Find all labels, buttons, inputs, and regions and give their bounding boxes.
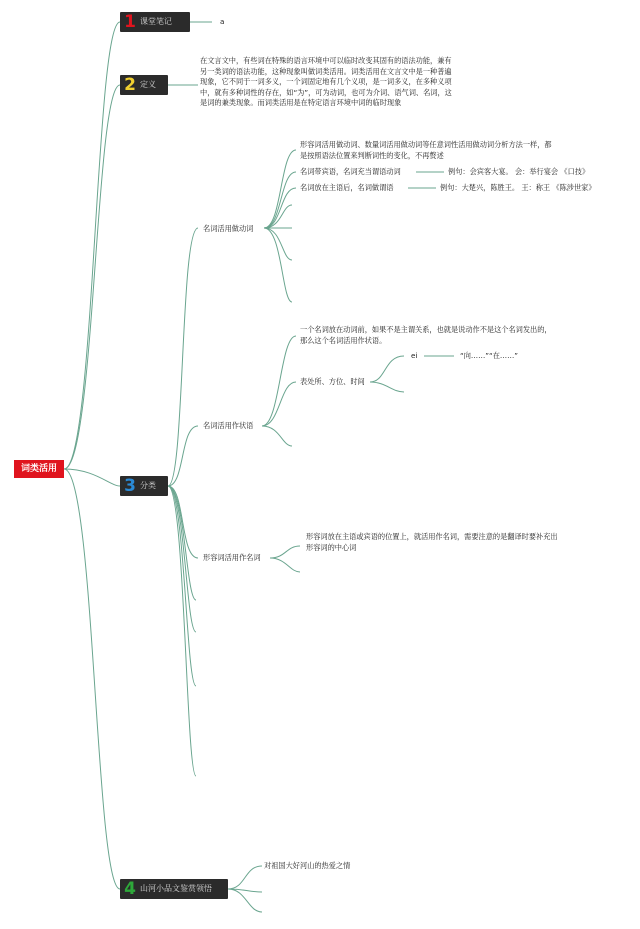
noun-as-verb-rule-2[interactable]: 名词放在主语后，名词做谓语 (300, 183, 394, 192)
section-appreciation[interactable] (120, 879, 228, 899)
noun-as-verb-example-1: 例句：会宾客大宴。 会：举行宴会 《口技》 (448, 167, 590, 176)
definition-line: 中，就有多种词性的存在，如“为”，可为动词，也可为介词、语气词、名词，这 (200, 87, 452, 97)
definition-line: 在文言文中，有些词在特殊的语言环境中可以临时改变其固有的语法功能，兼有 (200, 56, 452, 65)
definition-line: 现象，它不同于一词多义，一个词固定地有几个义项，是一词多义，在多种义项 (200, 77, 452, 86)
section-definition[interactable] (120, 75, 168, 95)
section-number: 4 (124, 879, 136, 899)
section-number: 3 (124, 476, 136, 496)
noun-as-verb-rule-1[interactable]: 名词带宾语，名词充当谓语动词 (300, 167, 401, 176)
intro-line: 形容词放在主语或宾语的位置上，就活用作名词，需要注意的是翻译时要补充出 (306, 532, 558, 541)
intro-line: 那么这个名词活用作状语。 (300, 335, 387, 345)
noun-as-adverbial-placeholder: ei (411, 351, 418, 360)
noun-as-adverbial-rule[interactable]: 表处所、方位、时间 (300, 377, 365, 386)
noun-as-adverbial-intro (300, 325, 552, 346)
section-number: 1 (124, 12, 136, 32)
intro-line: 是按照语法位置来判断词性的变化，不再赘述 (300, 150, 444, 160)
section-number: 2 (124, 75, 136, 95)
definition-text (200, 56, 452, 109)
category-adj-as-noun[interactable]: 形容词活用作名词 (203, 553, 261, 562)
intro-line: 形容词的中心词 (306, 542, 357, 552)
section-label: 分类 (140, 481, 156, 490)
adj-as-noun-intro (306, 532, 558, 553)
definition-line: 是词的兼类现象。而词类活用是在特定语言环境中词的临时现象 (200, 98, 402, 107)
root-node[interactable]: 词类活用 (14, 460, 64, 478)
appreciation-item[interactable]: 对祖国大好河山的热爱之情 (264, 861, 351, 870)
section-notes[interactable] (120, 12, 190, 32)
section-categories[interactable] (120, 476, 168, 496)
category-noun-as-verb[interactable]: 名词活用做动词 (203, 224, 254, 233)
noun-as-verb-intro (300, 140, 552, 161)
intro-line: 形容词活用做动词、数量词活用做动词等任意词性活用做动词分析方法一样，都 (300, 140, 552, 149)
intro-line: 一个名词放在动词前，如果不是主谓关系，也就是说动作不是这个名词发出的， (300, 325, 552, 334)
noun-as-adverbial-example: “向……”“在……” (460, 351, 519, 360)
noun-as-verb-example-2: 例句：大楚兴，陈胜王。 王：称王 《陈涉世家》 (440, 183, 596, 192)
category-noun-as-adverbial[interactable]: 名词活用作状语 (203, 421, 254, 430)
section-label: 定义 (140, 80, 156, 89)
definition-line: 另一类词的语法功能，这种现象叫做词类活用。词类活用在文言文中是一种普遍 (200, 66, 452, 76)
section-label: 山河小品文鉴赏领悟 (140, 884, 212, 893)
section-label: 课堂笔记 (140, 17, 172, 26)
notes-placeholder: a (220, 17, 225, 26)
